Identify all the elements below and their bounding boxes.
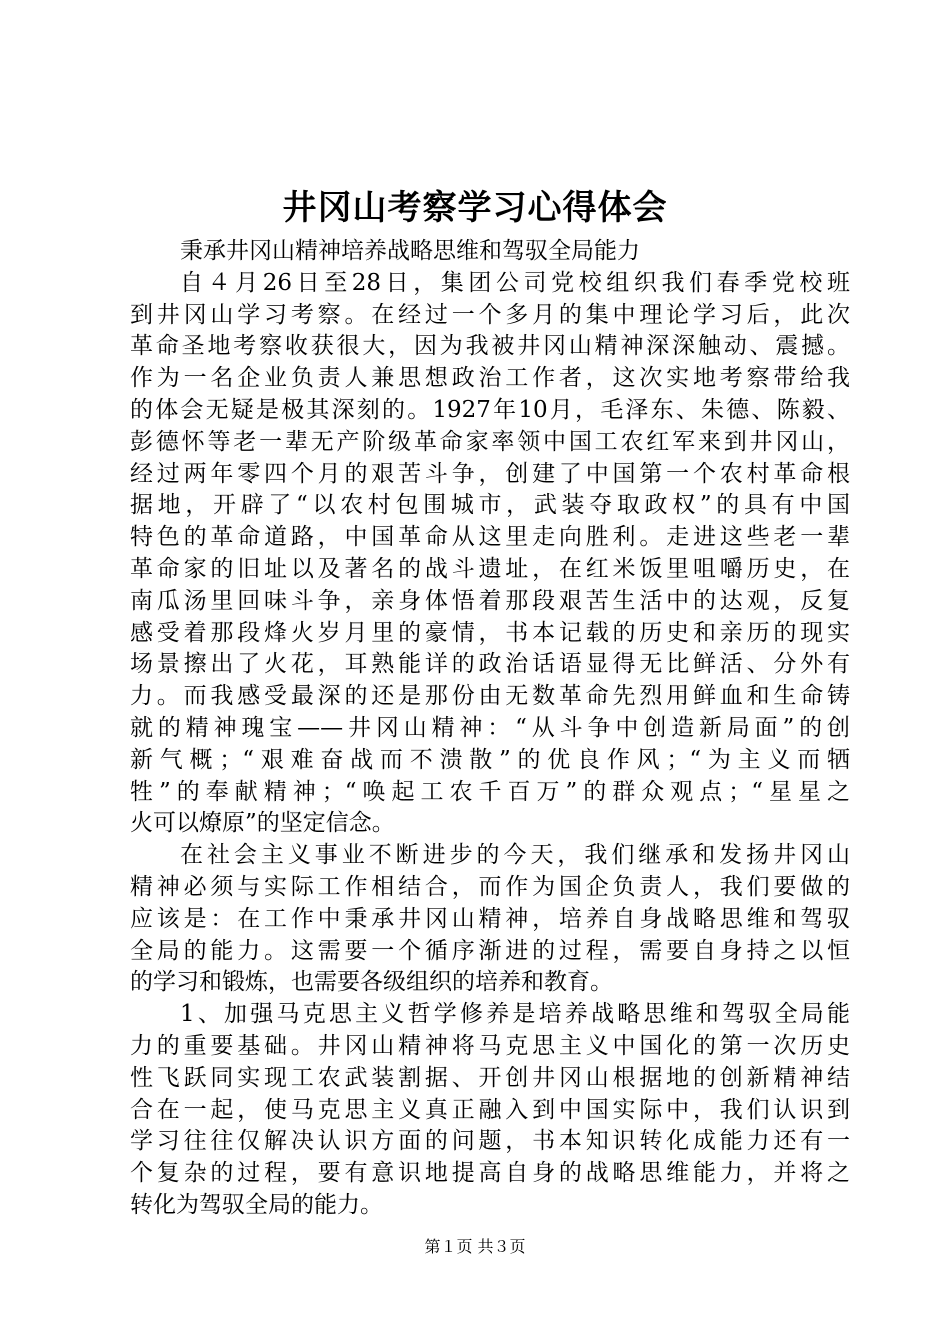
paragraph-line: 自４月26日至28日，集团公司党校组织我们春季党校班 — [180, 269, 850, 296]
paragraph-line: 力。而我感受最深的还是那份由无数革命先烈用鲜血和生命铸 — [130, 683, 850, 710]
paragraph-line: 1、加强马克思主义哲学修养是培养战略思维和驾驭全局能 — [180, 1001, 850, 1028]
paragraph-line: 作为一名企业负责人兼思想政治工作者，这次实地考察带给我 — [130, 365, 850, 392]
paragraph-line: 牲”的奉献精神；“唤起工农千百万”的群众观点；“星星之 — [130, 778, 850, 805]
paragraph-line: 火可以燎原”的坚定信念。 — [130, 810, 395, 837]
paragraph-line: 据地，开辟了“以农村包围城市，武装夺取政权”的具有中国 — [130, 492, 850, 519]
paragraph-line: 南瓜汤里回味斗争，亲身体悟着那段艰苦生活中的达观，反复 — [130, 587, 850, 614]
paragraph-line: 个复杂的过程，要有意识地提高自身的战略思维能力，并将之 — [130, 1160, 850, 1187]
paragraph-line: 特色的革命道路，中国革命从这里走向胜利。走进这些老一辈 — [130, 524, 850, 551]
document-body — [130, 236, 850, 1222]
paragraph-line: 转化为驾驭全局的能力。 — [130, 1191, 383, 1218]
paragraph-line: 性飞跃同实现工农武装割据、开创井冈山根据地的创新精神结 — [130, 1064, 850, 1091]
paragraph-line: 应该是：在工作中秉承井冈山精神，培养自身战略思维和驾驭 — [130, 905, 850, 932]
paragraph-line: 经过两年零四个月的艰苦斗争，创建了中国第一个农村革命根 — [130, 460, 850, 487]
paragraph-line: 场景擦出了火花，耳熟能详的政治话语显得无比鲜活、分外有 — [130, 651, 850, 678]
paragraph-line: 就的精神瑰宝——井冈山精神：“从斗争中创造新局面”的创 — [130, 714, 850, 741]
paragraph-line: 学习往往仅解决认识方面的问题，书本知识转化成能力还有一 — [130, 1128, 850, 1155]
paragraph-line: 到井冈山学习考察。在经过一个多月的集中理论学习后，此次 — [130, 301, 850, 328]
paragraph-line: 全局的能力。这需要一个循序渐进的过程，需要自身持之以恒 — [130, 937, 850, 964]
paragraph-line: 彭德怀等老一辈无产阶级革命家率领中国工农红军来到井冈山， — [130, 428, 850, 455]
paragraph-line: 革命圣地考察收获很大，因为我被井冈山精神深深触动、震撼。 — [130, 333, 850, 360]
paragraph-line: 的体会无疑是极其深刻的。1927年10月，毛泽东、朱德、陈毅、 — [130, 396, 850, 423]
paragraph-line: 在社会主义事业不断进步的今天，我们继承和发扬井冈山 — [180, 842, 850, 869]
paragraph-line: 新气概；“艰难奋战而不溃散”的优良作风；“为主义而牺 — [130, 746, 850, 773]
paragraph-line: 的学习和锻炼，也需要各级组织的培养和教育。 — [130, 969, 613, 996]
document-title: 井冈山考察学习心得体会 — [282, 188, 668, 228]
paragraph-line: 感受着那段烽火岁月里的豪情，书本记载的历史和亲历的现实 — [130, 619, 850, 646]
paragraph-line: 革命家的旧址以及著名的战斗遗址，在红米饭里咀嚼历史，在 — [130, 555, 850, 582]
document-subtitle: 秉承井冈山精神培养战略思维和驾驭全局能力 — [180, 238, 640, 264]
paragraph-line: 力的重要基础。井冈山精神将马克思主义中国化的第一次历史 — [130, 1032, 850, 1059]
page-number-footer: 第１页 共３页 — [424, 1237, 526, 1256]
paragraph-line: 精神必须与实际工作相结合，而作为国企负责人，我们要做的 — [130, 873, 850, 900]
paragraph-line: 合在一起，使马克思主义真正融入到中国实际中，我们认识到 — [130, 1096, 850, 1123]
